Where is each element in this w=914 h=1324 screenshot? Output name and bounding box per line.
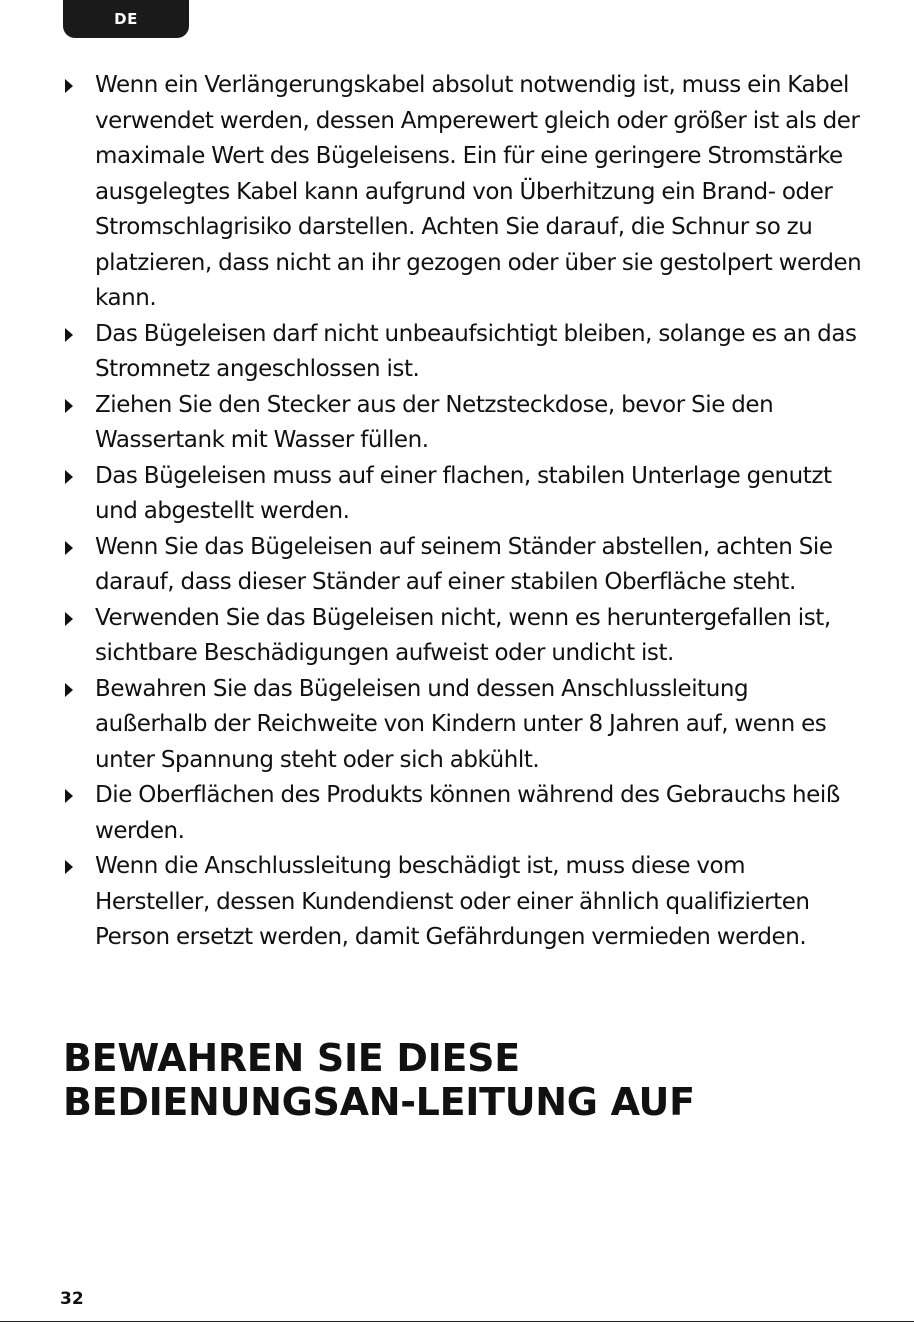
list-item-text: Das Bügeleisen darf nicht unbeaufsichtigt bleiben, solange es an das Stromnetz angeschlossen ist. — [95, 320, 857, 382]
heading-line-1: BEWAHREN SIE DIESE — [63, 1036, 520, 1080]
language-tab-label: DE — [114, 10, 138, 28]
list-item — [62, 601, 862, 672]
heading-line-2: BEDIENUNGSAN-LEITUNG AUF — [63, 1080, 695, 1124]
list-item — [62, 388, 862, 459]
list-item — [62, 68, 862, 317]
triangle-bullet-icon — [65, 541, 73, 555]
list-item-text: Das Bügeleisen muss auf einer flachen, stabilen Unterlage genutzt und abgestellt werden. — [95, 462, 832, 524]
list-item-text: Verwenden Sie das Bügeleisen nicht, wenn es heruntergefallen ist, sichtbare Beschädigungen aufweist oder undicht ist. — [95, 604, 831, 666]
triangle-bullet-icon — [65, 860, 73, 874]
list-item-text: Ziehen Sie den Stecker aus der Netzsteckdose, bevor Sie den Wassertank mit Wasser füllen. — [95, 391, 774, 453]
list-item — [62, 778, 862, 849]
triangle-bullet-icon — [65, 79, 73, 93]
list-item — [62, 672, 862, 779]
triangle-bullet-icon — [65, 789, 73, 803]
list-item-text: Wenn Sie das Bügeleisen auf seinem Ständer abstellen, achten Sie darauf, dass dieser Ständer auf einer stabilen Oberfläche steht. — [95, 533, 833, 595]
list-item-text: Wenn ein Verlängerungskabel absolut notwendig ist, muss ein Kabel verwendet werden, dessen Amperewert gleich oder größer ist als der maximale Wert des Bügeleisens. Ein für eine geringere Stromstärke ausgelegtes Kabel kann aufgrund von Überhitzung ein Brand- oder Stromschlagrisiko darstellen. Achten Sie darauf, die Schnur so zu platzieren, dass nicht an ihr gezogen oder über sie gestolpert werden kann. — [95, 72, 862, 311]
triangle-bullet-icon — [65, 328, 73, 342]
footer-divider — [0, 1321, 914, 1322]
safety-instructions-list — [62, 68, 862, 956]
triangle-bullet-icon — [65, 612, 73, 626]
list-item-text: Bewahren Sie das Bügeleisen und dessen Anschlussleitung außerhalb der Reichweite von Kindern unter 8 Jahren auf, wenn es unter Spannung steht oder sich abkühlt. — [95, 675, 827, 773]
list-item — [62, 317, 862, 388]
triangle-bullet-icon — [65, 470, 73, 484]
list-item — [62, 459, 862, 530]
list-item — [62, 530, 862, 601]
language-tab — [63, 0, 189, 38]
triangle-bullet-icon — [65, 683, 73, 697]
triangle-bullet-icon — [65, 399, 73, 413]
list-item-text: Wenn die Anschlussleitung beschädigt ist, muss diese vom Hersteller, dessen Kundendienst oder einer ähnlich qualifizierten Person ersetzt werden, damit Gefährdungen vermieden werden. — [95, 853, 810, 950]
list-item — [62, 849, 862, 956]
list-item-text: Die Oberflächen des Produkts können während des Gebrauchs heiß werden. — [95, 782, 840, 844]
section-heading — [63, 1036, 883, 1124]
page-number: 32 — [60, 1289, 84, 1309]
